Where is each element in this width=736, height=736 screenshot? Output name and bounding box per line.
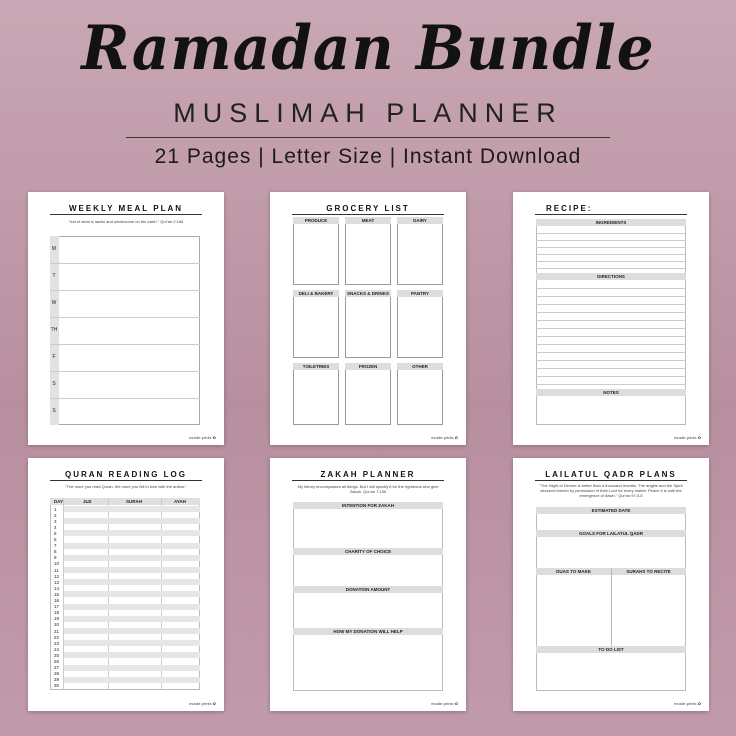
todo-header: TO DO LIST	[536, 646, 686, 653]
day-number: 11	[54, 567, 59, 573]
meal-plan-page	[28, 192, 224, 445]
title-rule	[292, 480, 444, 481]
table-row	[64, 555, 200, 561]
day-number: 4	[54, 524, 57, 530]
duas-header: DUAS TO MAKE	[536, 568, 611, 575]
ingredients-header: INGREDIENTS	[536, 219, 686, 226]
table-row	[64, 604, 200, 610]
day-label: TH	[50, 327, 58, 333]
day-number: 6	[54, 537, 57, 542]
surahs-header: SURAHS TO RECITE	[611, 568, 686, 575]
grocery-section	[345, 217, 391, 285]
day-number: 9	[54, 555, 57, 561]
day-number: 8	[54, 549, 57, 555]
section-header: DELI & BAKERY	[293, 290, 339, 297]
day-number: 26	[54, 659, 60, 664]
watermark: muslie.prints ✿	[189, 701, 216, 706]
day-number: 2	[54, 512, 57, 518]
col-surah: SURAH	[126, 499, 143, 504]
day-number: 25	[54, 652, 60, 658]
directions-header: DIRECTIONS	[536, 273, 686, 280]
day-number: 7	[54, 543, 57, 549]
table-row	[64, 665, 200, 671]
page-title: QURAN READING LOG	[65, 470, 187, 479]
bundle-title: Ramadan Bundle	[81, 12, 655, 84]
section-header: FROZEN	[345, 363, 391, 370]
day-number: 22	[54, 634, 60, 640]
table-row	[64, 530, 200, 536]
day-number: 12	[54, 573, 60, 579]
page-title: GROCERY LIST	[326, 204, 410, 213]
page-title: LAILATUL QADR PLANS	[545, 470, 677, 479]
lailatul-qadr-page	[513, 458, 709, 711]
grocery-section	[345, 290, 391, 358]
watermark: muslie.prints ✿	[431, 701, 458, 706]
table-row	[64, 543, 200, 549]
page-quote: "The more you read Quran, the more you fell in love with the author."	[65, 484, 187, 489]
grocery-section	[397, 217, 443, 285]
title-rule	[50, 480, 202, 481]
grocery-section	[345, 363, 391, 425]
title-rule	[535, 214, 687, 215]
day-number: 28	[54, 671, 60, 677]
table-row	[64, 506, 200, 512]
day-number: 14	[54, 585, 60, 591]
day-number: 10	[54, 561, 60, 567]
section-header: PANTRY	[397, 290, 443, 297]
day-number: 18	[54, 610, 60, 616]
grocery-section	[293, 290, 339, 358]
table-row	[64, 518, 200, 524]
meal-grid	[50, 236, 200, 425]
section-header: PRODUCE	[293, 217, 339, 224]
watermark: muslie.prints ✿	[189, 435, 216, 440]
table-row	[64, 591, 200, 597]
title-rule	[535, 480, 687, 481]
grocery-section	[293, 363, 339, 425]
day-number: 15	[54, 591, 60, 597]
page-title: ZAKAH PLANNER	[320, 470, 416, 479]
table-row	[64, 677, 200, 683]
day-number: 24	[54, 646, 60, 652]
page-quote: My Mercy encompasses all things. But I will specify it for the righteous who give Zakah. Qur'an 7:156	[297, 484, 439, 494]
day-label: T	[52, 273, 56, 279]
section-header: MEAT	[345, 217, 391, 224]
day-number: 20	[54, 622, 60, 628]
grocery-list-page	[270, 192, 466, 445]
zakah-section-header: INTENTION FOR ZAKAH	[293, 502, 443, 509]
day-label: M	[51, 246, 57, 252]
day-number: 21	[54, 628, 60, 634]
table-row	[64, 579, 200, 585]
section-header: SNACKS & DRINKS	[346, 291, 389, 296]
zakah-section-header: CHARITY OF CHOICE	[293, 548, 443, 555]
day-label: W	[51, 300, 57, 306]
zakah-frame	[293, 502, 443, 691]
recipe-page	[513, 192, 709, 445]
section-header: DAIRY	[397, 217, 443, 224]
day-number: 23	[54, 640, 60, 646]
grocery-section	[293, 217, 339, 285]
day-label: S	[52, 408, 56, 414]
day-label: F	[52, 354, 56, 360]
title-rule	[50, 214, 202, 215]
goals-header: GOALS FOR LAILATUL QADR	[536, 530, 686, 537]
day-number: 30	[54, 683, 60, 689]
section-header: OTHER	[397, 363, 443, 370]
title-rule	[292, 214, 444, 215]
watermark: muslie.prints ✿	[674, 435, 701, 440]
header-divider	[126, 137, 610, 138]
day-number: 17	[54, 604, 60, 610]
grocery-section	[397, 363, 443, 425]
table-row	[64, 640, 200, 646]
col-day: DAY	[54, 499, 64, 504]
grocery-section	[397, 290, 443, 358]
notes-header: NOTES	[536, 389, 686, 396]
col-ayah: AYAH	[174, 499, 186, 504]
zakah-section-header: HOW MY DONATION WILL HELP	[293, 628, 443, 635]
day-label: S	[52, 381, 56, 387]
day-number: 13	[54, 579, 60, 585]
zakah-planner-page	[270, 458, 466, 711]
day-number: 29	[54, 677, 60, 683]
day-number: 27	[54, 665, 60, 671]
table-row	[64, 616, 200, 622]
page-title: RECIPE:	[546, 204, 593, 213]
day-number: 16	[54, 598, 60, 603]
day-number: 5	[54, 530, 57, 536]
col-juz: JUZ	[83, 499, 92, 504]
quran-log-page	[28, 458, 224, 711]
day-number: 1	[54, 506, 57, 512]
table-row	[64, 567, 200, 573]
day-number: 19	[54, 616, 60, 622]
watermark: muslie.prints ✿	[674, 701, 701, 706]
day-number: 3	[54, 518, 57, 524]
page-quote: "eat of what is lawful and wholesome on the earth." Qur'an 2:168	[68, 219, 184, 224]
section-header: TOILETRIES	[293, 363, 339, 370]
estimated-date-header: ESTIMATED DATE	[536, 507, 686, 514]
page-quote: "The Night of Decree is better than a thousand months. The angels and the Spirit descend therein by permission of their Lord for every matter. Peace it is until the emergence of dawn." Qur'an 97:3-5	[539, 483, 683, 498]
zakah-section-header: DONATION AMOUNT	[293, 586, 443, 593]
table-row	[64, 652, 200, 658]
bundle-subtitle: MUSLIMAH PLANNER	[173, 98, 563, 128]
table-row	[64, 628, 200, 634]
bundle-tagline: 21 Pages | Letter Size | Instant Download	[154, 145, 582, 168]
watermark: muslie.prints ✿	[431, 435, 458, 440]
page-title: WEEKLY MEAL PLAN	[68, 204, 184, 213]
